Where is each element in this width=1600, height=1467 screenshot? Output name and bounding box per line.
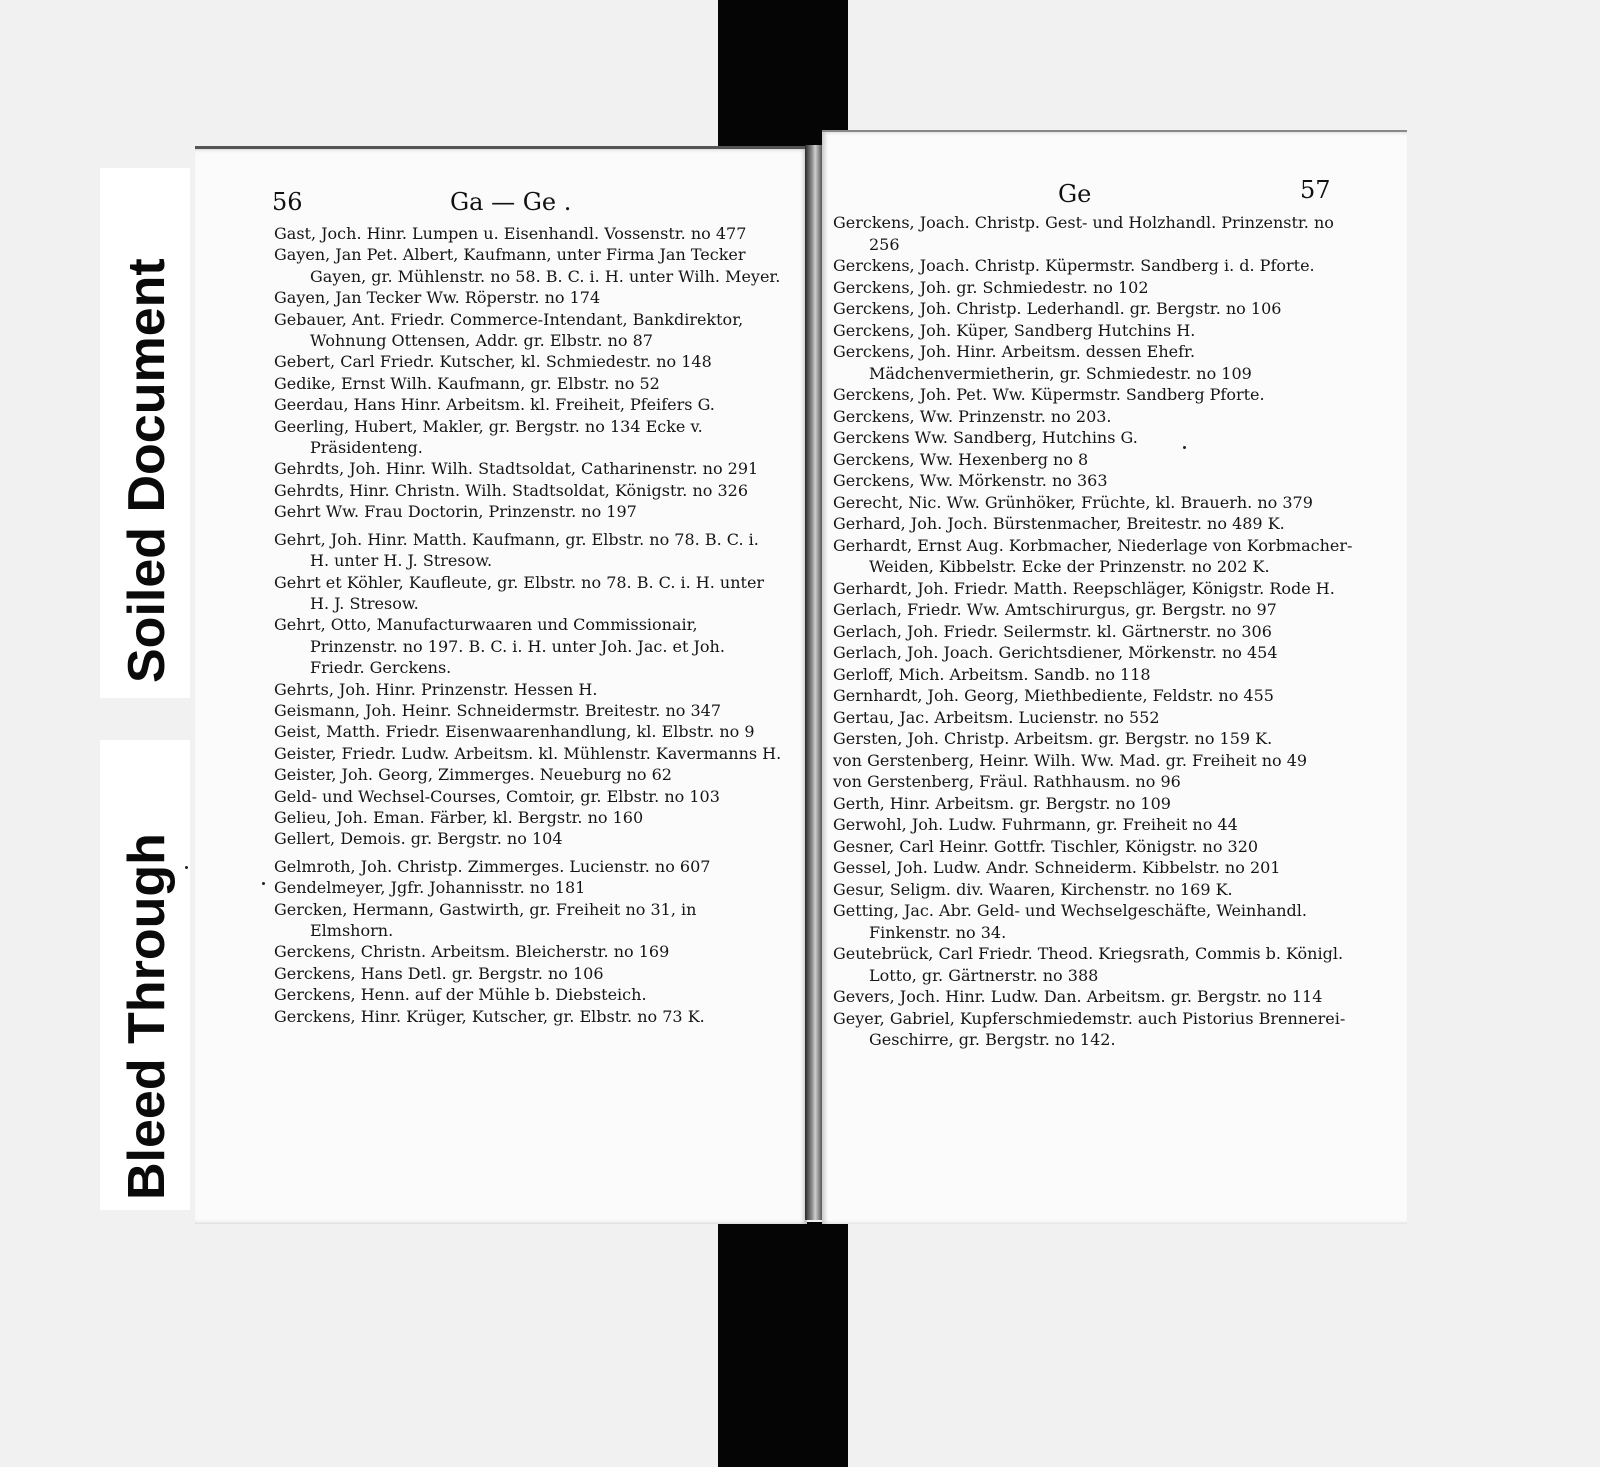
directory-entry: Gersten, Joh. Christp. Arbeitsm. gr. Bergstr. no 159 K. (833, 729, 1273, 748)
directory-entry: Gerwohl, Joh. Ludw. Fuhrmann, gr. Freiheit no 44 (833, 815, 1238, 834)
directory-entry: von Gerstenberg, Fräul. Rathhausm. no 96 (833, 772, 1181, 791)
directory-entry: Geld- und Wechsel-Courses, Comtoir, gr. Elbstr. no 103 (274, 786, 720, 806)
soiled-document-stamp (100, 168, 190, 698)
left-entry-list (274, 223, 782, 1027)
directory-entry: Gerecht, Nic. Ww. Grünhöker, Früchte, kl. Brauerh. no 379 (833, 492, 1313, 512)
directory-entry: Gerckens, Ww. Prinzenstr. no 203. (833, 406, 1112, 426)
directory-entry: Gerckens, Hinr. Krüger, Kutscher, gr. Elbstr. no 73 K. (274, 1006, 705, 1026)
right-page-heading: Ge (1058, 180, 1092, 208)
directory-entry: Gehrt, Otto, Manufacturwaaren und Commissionair, Prinzenstr. no 197. B. C. i. H. unter Joh. Jac. et Joh. Friedr. Gerckens. (274, 615, 725, 678)
right-page-number: 57 (1300, 176, 1331, 204)
book-spine (805, 145, 822, 1220)
directory-entry: Gehrt Ww. Frau Doctorin, Prinzenstr. no 197 (274, 502, 637, 522)
directory-entry: Gevers, Joch. Hinr. Ludw. Dan. Arbeitsm. gr. Bergstr. no 114 (833, 987, 1323, 1006)
bleed-through-stamp (100, 740, 190, 1210)
directory-entry: Gedike, Ernst Wilh. Kaufmann, gr. Elbstr. no 52 (274, 373, 660, 393)
directory-entry: Gast, Joch. Hinr. Lumpen u. Eisenhandl. Vossenstr. no 477 (274, 224, 747, 243)
directory-entry: Gayen, Jan Tecker Ww. Röperstr. no 174 (274, 288, 601, 308)
directory-entry: Gernhardt, Joh. Georg, Miethbediente, Feldstr. no 455 (833, 686, 1274, 705)
directory-entry: Gerlach, Joh. Joach. Gerichtsdiener, Mörkenstr. no 454 (833, 643, 1278, 662)
directory-entry: Geister, Joh. Georg, Zimmerges. Neueburg no 62 (274, 765, 672, 785)
directory-entry: Gerckens, Joh. Christp. Lederhandl. gr. Bergstr. no 106 (833, 299, 1282, 318)
left-page-heading: Ga — Ge . (450, 188, 572, 216)
directory-entry: Gehrdts, Hinr. Christn. Wilh. Stadtsoldat, Königstr. no 326 (274, 480, 749, 500)
directory-entry: Gerckens Ww. Sandberg, Hutchins G. (833, 428, 1138, 447)
directory-entry: Gerckens, Christn. Arbeitsm. Bleicherstr. no 169 (274, 942, 670, 962)
directory-entry: Geutebrück, Carl Friedr. Theod. Kriegsrath, Commis b. Königl. Lotto, gr. Gärtnerstr. no 388 (833, 944, 1344, 985)
directory-entry: Getting, Jac. Abr. Geld- und Wechselgeschäfte, Weinhandl. Finkenstr. no 34. (833, 901, 1307, 942)
right-entry-list (833, 212, 1353, 1051)
stamp-label-bleed: Bleed Through (118, 833, 176, 1200)
gutter-shadow-top (718, 0, 848, 150)
directory-entry: Gertau, Jac. Arbeitsm. Lucienstr. no 552 (833, 707, 1160, 727)
directory-entry: Gerckens, Joh. Hinr. Arbeitsm. dessen Ehefr. Mädchenvermietherin, gr. Schmiedestr. no 109 (833, 342, 1252, 383)
directory-entry: Gerckens, Ww. Mörkenstr. no 363 (833, 471, 1108, 490)
directory-entry: Geerling, Hubert, Makler, gr. Bergstr. no 134 Ecke v. Präsidenteng. (274, 416, 703, 458)
scan-speck (262, 882, 265, 885)
directory-entry: Gerhardt, Joh. Friedr. Matth. Reepschläger, Königstr. Rode H. (833, 578, 1335, 598)
directory-entry: Gerth, Hinr. Arbeitsm. gr. Bergstr. no 109 (833, 793, 1171, 813)
directory-entry: Gerckens, Henn. auf der Mühle b. Diebsteich. (274, 985, 647, 1005)
directory-entry: Gessel, Joh. Ludw. Andr. Schneiderm. Kibbelstr. no 201 (833, 858, 1281, 877)
directory-entry: Gerlach, Joh. Friedr. Seilermstr. kl. Gärtnerstr. no 306 (833, 621, 1272, 641)
scan-speck (1183, 446, 1186, 449)
directory-entry: Geismann, Joh. Heinr. Schneidermstr. Breitestr. no 347 (274, 700, 722, 720)
directory-entry: Geyer, Gabriel, Kupferschmiedemstr. auch Pistorius Brennerei-Geschirre, gr. Bergstr. no 142. (833, 1008, 1346, 1049)
directory-entry: Gelieu, Joh. Eman. Färber, kl. Bergstr. no 160 (274, 807, 644, 827)
left-page-number: 56 (272, 188, 303, 216)
directory-entry: Gendelmeyer, Jgfr. Johannisstr. no 181 (274, 878, 586, 898)
directory-entry: Gehrts, Joh. Hinr. Prinzenstr. Hessen H. (274, 679, 598, 699)
directory-entry: Gerckens, Joh. gr. Schmiedestr. no 102 (833, 277, 1149, 297)
directory-entry: Gesner, Carl Heinr. Gottfr. Tischler, Königstr. no 320 (833, 836, 1259, 856)
directory-entry: Gebert, Carl Friedr. Kutscher, kl. Schmiedestr. no 148 (274, 352, 712, 372)
directory-entry: Gerhardt, Ernst Aug. Korbmacher, Niederlage von Korbmacher-Weiden, Kibbelstr. Ecke der Prinzenstr. no 202 K. (833, 535, 1353, 576)
directory-entry: Gerckens, Hans Detl. gr. Bergstr. no 106 (274, 963, 604, 983)
directory-entry: Gelmroth, Joh. Christp. Zimmerges. Lucienstr. no 607 (274, 856, 711, 876)
directory-entry: Gerlach, Friedr. Ww. Amtschirurgus, gr. Bergstr. no 97 (833, 600, 1277, 619)
directory-entry: Gerckens, Joh. Pet. Ww. Küpermstr. Sandberg Pforte. (833, 385, 1265, 404)
scan-speck (185, 866, 188, 869)
directory-entry: von Gerstenberg, Heinr. Wilh. Ww. Mad. gr. Freiheit no 49 (833, 750, 1308, 770)
directory-entry: Gerckens, Ww. Hexenberg no 8 (833, 449, 1089, 469)
directory-entry: Gellert, Demois. gr. Bergstr. no 104 (274, 829, 563, 849)
gutter-shadow-bottom (718, 1222, 848, 1467)
directory-entry: Gayen, Jan Pet. Albert, Kaufmann, unter Firma Jan Tecker Gayen, gr. Mühlenstr. no 58. B. C. i. H. unter Wilh. Meyer. (274, 245, 781, 286)
directory-entry: Gerhard, Joh. Joch. Bürstenmacher, Breitestr. no 489 K. (833, 514, 1285, 533)
directory-entry: Gercken, Hermann, Gastwirth, gr. Freiheit no 31, in Elmshorn. (274, 899, 697, 940)
directory-entry: Gerckens, Joh. Küper, Sandberg Hutchins H. (833, 320, 1196, 340)
directory-entry: Gerckens, Joach. Christp. Gest- und Holzhandl. Prinzenstr. no 256 (833, 213, 1334, 254)
directory-entry: Gehrdts, Joh. Hinr. Wilh. Stadtsoldat, Catharinenstr. no 291 (274, 459, 759, 479)
directory-entry: Gerloff, Mich. Arbeitsm. Sandb. no 118 (833, 664, 1151, 684)
directory-entry: Gerckens, Joach. Christp. Küpermstr. Sandberg i. d. Pforte. (833, 256, 1315, 275)
directory-entry: Geerdau, Hans Hinr. Arbeitsm. kl. Freiheit, Pfeifers G. (274, 395, 715, 415)
directory-entry: Gehrt, Joh. Hinr. Matth. Kaufmann, gr. Elbstr. no 78. B. C. i. H. unter H. J. Stresow. (274, 529, 759, 571)
directory-entry: Gebauer, Ant. Friedr. Commerce-Intendant, Bankdirektor, Wohnung Ottensen, Addr. gr. Elbstr. no 87 (274, 309, 744, 351)
stamp-label-soiled: Soiled Document (118, 258, 176, 683)
directory-entry: Geister, Friedr. Ludw. Arbeitsm. kl. Mühlenstr. Kavermanns H. (274, 743, 782, 763)
directory-entry: Gehrt et Köhler, Kaufleute, gr. Elbstr. no 78. B. C. i. H. unter H. J. Stresow. (274, 572, 765, 613)
directory-entry: Geist, Matth. Friedr. Eisenwaarenhandlung, kl. Elbstr. no 9 (274, 722, 755, 742)
directory-entry: Gesur, Seligm. div. Waaren, Kirchenstr. no 169 K. (833, 879, 1233, 899)
